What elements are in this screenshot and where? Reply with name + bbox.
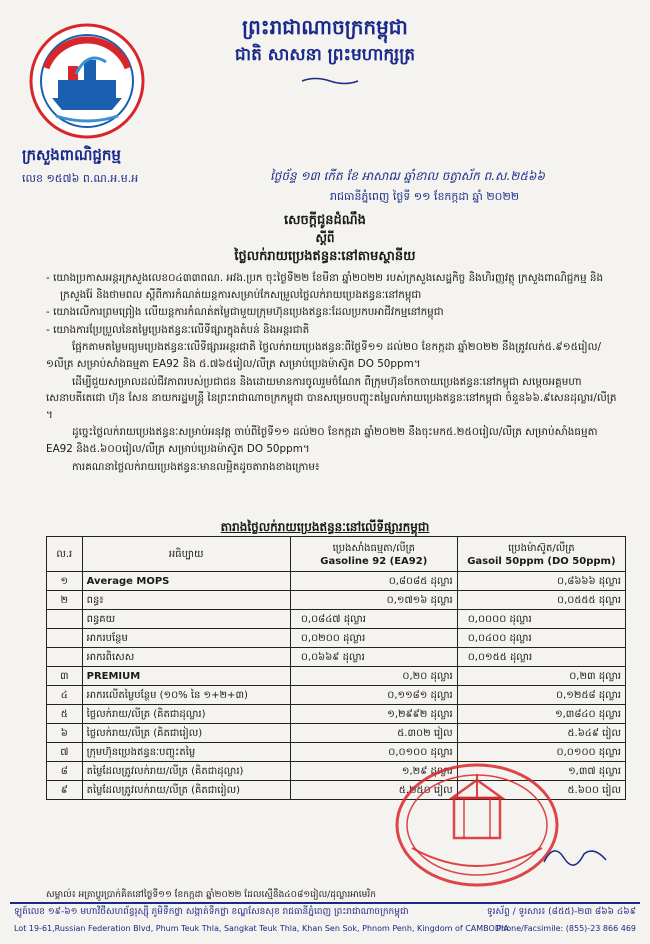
cell-gasoline: ០,០២០០ ដុល្លារ	[290, 629, 457, 648]
cell-no: ១	[47, 572, 83, 591]
table-row	[47, 648, 626, 667]
cell-diesel: ០,១២៥៨ ដុល្លារ	[457, 686, 625, 705]
cell-description: អាករបន្ថែម	[82, 629, 290, 648]
cell-diesel: ០,២៣ ដុល្លារ	[457, 667, 625, 686]
cell-no	[47, 610, 83, 629]
cell-diesel: ០,០៤០០ ដុល្លារ	[457, 629, 625, 648]
cell-diesel: ១,៣៨៤០ ដុល្លារ	[457, 705, 625, 724]
cell-description: ក្រុមហ៊ុនប្រេងឥន្ធនៈបញ្ចុះតម្លៃ	[82, 743, 290, 762]
bullet-reference-2: - យោងលើការព្រមព្រៀង លើយន្តការកំណត់តម្លៃជាមួយក្រុមហ៊ុនប្រេងឥន្ធនៈដែលប្រកបអាជីវកម្មនៅកម្ពុជា	[46, 306, 444, 319]
header-description: អធិប្បាយ	[82, 537, 290, 572]
cell-gasoline: ០,១៧១៦ ដុល្លារ	[290, 591, 457, 610]
table-row	[47, 610, 626, 629]
cell-diesel: ៥.៦០០ រៀល	[457, 781, 625, 800]
cell-no	[47, 648, 83, 667]
cell-gasoline: ១,២៩៩២ ដុល្លារ	[290, 705, 457, 724]
cell-no: ៨	[47, 762, 83, 781]
cell-gasoline: ០,០៨៤៧ ដុល្លារ	[290, 610, 457, 629]
cell-diesel: ០,០១០០ ដុល្លារ	[457, 743, 625, 762]
cell-no	[47, 629, 83, 648]
table-row	[47, 686, 626, 705]
cell-description: ថ្លៃលក់រាយ/លីត្រ (គិតជាដុល្លារ)	[82, 705, 290, 724]
cell-description: Average MOPS	[82, 572, 290, 591]
document-title: សេចក្តីជូនដំណឹង	[284, 213, 366, 228]
cell-description: ថ្លៃលក់រាយ/លីត្រ (គិតជារៀល)	[82, 724, 290, 743]
cell-diesel: ១,៣៧ ដុល្លារ	[457, 762, 625, 781]
cell-diesel: ០,០១៥៥ ដុល្លារ	[457, 648, 625, 667]
footer-phone-khmer: ទូរស័ព្ទ / ទូរសារ៖ (៨៥៥)-២៣ ៨៦៦ ៤៦៩	[486, 907, 636, 917]
cell-gasoline: ១,២៩ ដុល្លារ	[290, 762, 457, 781]
document-subject: ថ្លៃលក់រាយប្រេងឥន្ធនៈនៅតាមស្ថានីយ	[234, 249, 416, 264]
cell-description: តម្លៃដែលត្រូវលក់រាយ/លីត្រ (គិតជាដុល្លារ)	[82, 762, 290, 781]
footer-address-khmer: ឡូត៍លេខ ១៩-៦១ មហាវិថីសហព័ន្ធរុស្ស៊ី ភូមិទឹកថ្លា សង្កាត់ទឹកថ្លា ខណ្ឌសែនសុខ រាជធានីភ្នំពេញ ព្រះរាជាណាចក្រកម្ពុជា	[14, 907, 409, 917]
paragraph-1: ផ្អែកតាមតម្លៃមធ្យមប្រេងឥន្ធនៈលើទីផ្សារអន្តរជាតិ ថ្លៃលក់រាយប្រេងឥន្ធនៈពីថ្ងៃទី១១ ដល់២០ ខែកក្កដា ឆ្នាំ២០២២ នឹងត្រូវលក់៥.៩១៥រៀល/១លីត្រ សម្រាប់សាំងធម្មតា EA92 និង ៥.៧៦៥រៀល/លីត្រ សម្រាប់ប្រេងម៉ាស៊ូត DO 50ppm។	[46, 341, 602, 370]
table-row	[47, 705, 626, 724]
header-no: ល.រ	[47, 537, 83, 572]
lunar-date: ថ្ងៃច័ន្ទ ១៣ កើត ខែ អាសាឍ ឆ្នាំខាល ចត្វាស័ក ព.ស.២៥៦៦	[270, 169, 545, 183]
kingdom-heading: ព្រះរាជាណាចក្រកម្ពុជា	[242, 15, 408, 39]
cell-gasoline: ៥.៣០២ រៀល	[290, 724, 457, 743]
cell-no: ២	[47, 591, 83, 610]
table-row	[47, 572, 626, 591]
cell-gasoline: ៥.២៥០ រៀល	[290, 781, 457, 800]
cell-description: តម្លៃដែលត្រូវលក់រាយ/លីត្រ (គិតជារៀល)	[82, 781, 290, 800]
cell-gasoline: ០,០៦៦៩ ដុល្លារ	[290, 648, 457, 667]
footer-address-english: Lot 19-61,Russian Federation Blvd, Phum Teuk Thla, Sangkat Teuk Thla, Khan Sen Sok, Phnom Penh, Kingdom of CAMBODIA	[14, 924, 509, 933]
paragraph-4: ការគណនាថ្លៃលក់រាយប្រេងឥន្ធនៈមានលម្អិតដូចតារាងខាងក្រោម៖	[72, 460, 320, 473]
cell-description: អាករលើតម្លៃបន្ថែម (១០% នៃ ១+២+៣)	[82, 686, 290, 705]
cell-description: ពន្ធ៖	[82, 591, 290, 610]
cell-diesel: ០,០៥៥៥ ដុល្លារ	[457, 591, 625, 610]
cell-no: ៤	[47, 686, 83, 705]
ornament-divider-icon	[300, 76, 360, 86]
official-seal-stamp	[392, 760, 562, 890]
cell-description: PREMIUM	[82, 667, 290, 686]
cell-diesel: ៥.៦៤៩ រៀល	[457, 724, 625, 743]
table-row	[47, 591, 626, 610]
national-motto: ជាតិ សាសនា ព្រះមហាក្សត្រ	[234, 45, 416, 65]
document-regarding: ស្តីពី	[315, 231, 335, 245]
cell-gasoline: ០,០១០០ ដុល្លារ	[290, 743, 457, 762]
footer-phone-english: Phone/Facsimile: (855)-23 866 469	[496, 924, 636, 933]
exchange-rate-footnote: សម្គាល់៖ អត្រាប្តូរប្រាក់គិតនៅថ្ងៃទី១១ ខែកក្កដា ឆ្នាំ២០២២ ដែលស្មើនឹង៤០៨១រៀល/ដុល្លារអាមេរិក	[46, 890, 376, 900]
header-diesel: ប្រេងម៉ាស៊ូត/លីត្រ Gasoil 50ppm (DO 50ppm)	[457, 537, 625, 572]
bullet-reference-1: - យោងប្រកាសអន្តរក្រសួងលេខ០៤៣៣ពណ. អវង.ប្រក ចុះថ្ងៃទី២២ ខែមីនា ឆ្នាំ២០២២ របស់ក្រសួងសេដ្ឋកិច្ច និងហិរញ្ញវត្ថុ ក្រសួងពាណិជ្ជកម្ម និងក្រសួងរ៉ែ និងថាមពល ស្តីពីការកំណត់យន្តការសម្រាប់កែសម្រួលថ្លៃលក់រាយប្រេងឥន្ធនៈនៅកម្ពុជា	[46, 272, 604, 301]
cell-description: អាករពិសេស	[82, 648, 290, 667]
cell-diesel: ០,០០០០ ដុល្លារ	[457, 610, 625, 629]
cell-no: ៩	[47, 781, 83, 800]
table-row	[47, 667, 626, 686]
cell-description: ពន្ធគយ	[82, 610, 290, 629]
header-gasoline: ប្រេងសាំងធម្មតា/លីត្រ Gasoline 92 (EA92)	[290, 537, 457, 572]
paragraph-3: ដូច្នេះថ្លៃលក់រាយប្រេងឥន្ធនៈសម្រាប់អនុវត្ត ចាប់ពីថ្ងៃទី១១ ដល់២០ ខែកក្កដា ឆ្នាំ២០២២ នឹងចុះមក៥.២៥០រៀល/លីត្រ សម្រាប់សាំងធម្មតា EA92 និង៥.៦០០រៀល/លីត្រ សម្រាប់ប្រេងម៉ាស៊ូត DO 50ppm។	[46, 426, 598, 455]
paragraph-2: ដើម្បីជួយសម្រាលដល់ជីវភាពរបស់ប្រជាជន និងដោយមានការចូលរួមចំណែក ពីក្រុមហ៊ុនចែកចាយប្រេងឥន្ធនៈនៅកម្ពុជា សម្តេចអគ្គមហាសេនាបតីតេជោ ហ៊ុន សែន នាយករដ្ឋមន្ត្រី នៃព្រះរាជាណាចក្រកម្ពុជា បានសម្រេចបញ្ចុះតម្លៃលក់រាយប្រេងឥន្ធនៈនៅកម្ពុជា ចំនួន៦៦.៩សេនដុល្លារ/លីត្រ ។	[46, 375, 617, 421]
table-row	[47, 629, 626, 648]
signature-mark	[540, 840, 610, 870]
cell-no: ៣	[47, 667, 83, 686]
cell-no: ៧	[47, 743, 83, 762]
reference-number: លេខ ១៥៧៦ ព.ណ.អ.ម.អ	[22, 172, 139, 185]
document-body	[46, 270, 626, 476]
table-title: តារាងថ្លៃលក់រាយប្រេងឥន្ធនៈនៅលើទីផ្សារកម្ពុជា	[220, 520, 430, 534]
table-row	[47, 724, 626, 743]
footer-divider	[10, 902, 640, 904]
table-row	[47, 743, 626, 762]
cell-gasoline: ០,៨០៨៥ ដុល្លារ	[290, 572, 457, 591]
cell-no: ៥	[47, 705, 83, 724]
ministry-name: ក្រសួងពាណិជ្ជកម្ម	[22, 146, 121, 164]
table-header-row	[47, 537, 626, 572]
cell-diesel: ០,៨៦៦៦ ដុល្លារ	[457, 572, 625, 591]
date-line: រាជធានីភ្នំពេញ ថ្ងៃទី ១១ ខែកក្កដា ឆ្នាំ ២០២២	[330, 190, 520, 203]
cell-gasoline: ០,១១៨១ ដុល្លារ	[290, 686, 457, 705]
cell-gasoline: ០,២០ ដុល្លារ	[290, 667, 457, 686]
cell-no: ៦	[47, 724, 83, 743]
bullet-reference-3: - យោងការប្រែប្រួលនៃតម្លៃប្រេងឥន្ធនៈលើទីផ្សារក្នុងតំបន់ និងអន្តរជាតិ	[46, 323, 310, 336]
